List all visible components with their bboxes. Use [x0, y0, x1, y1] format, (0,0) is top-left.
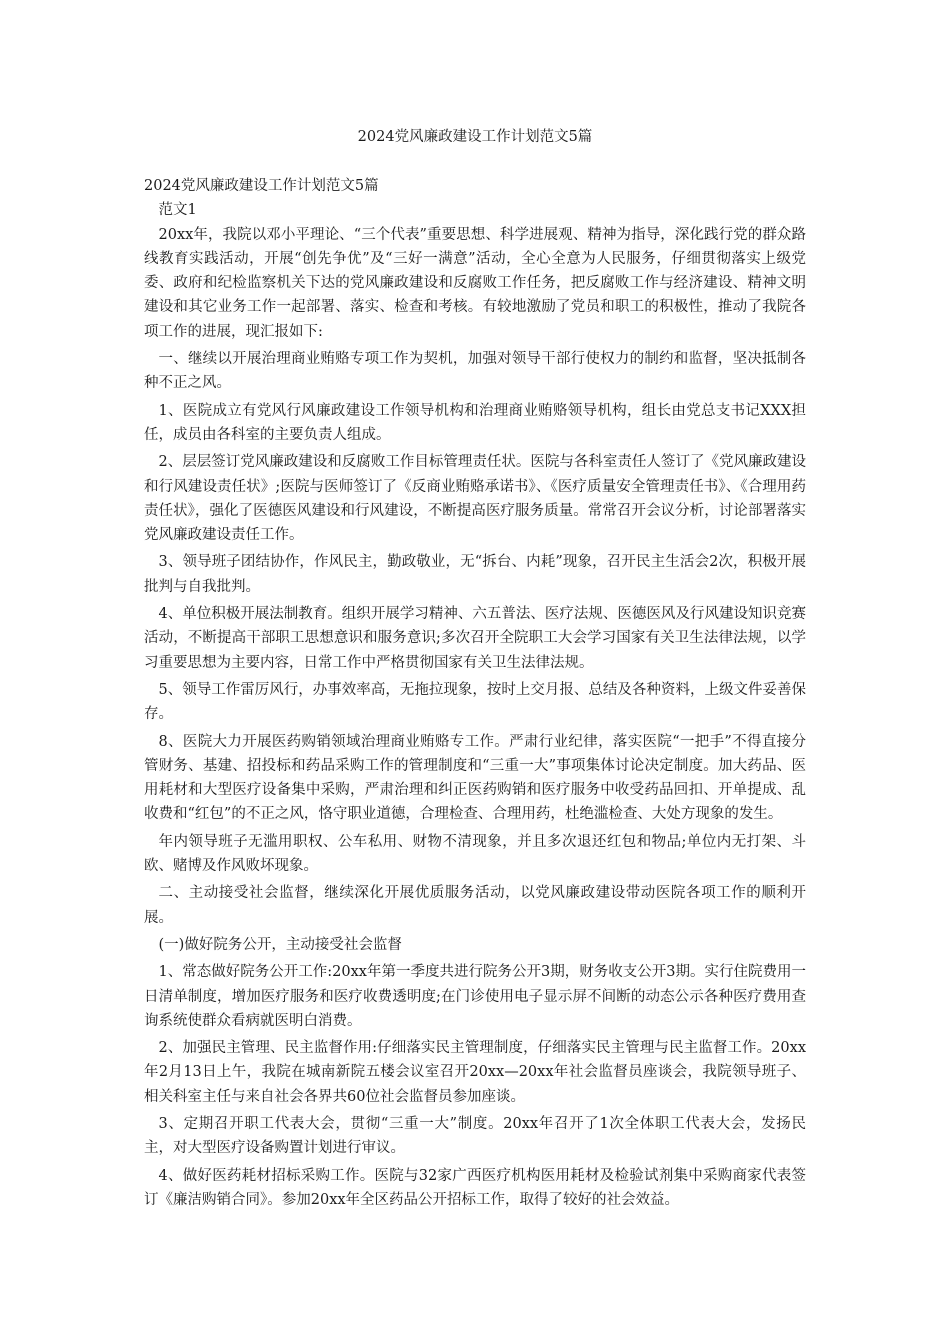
document-body — [144, 174, 806, 1212]
paragraph: 4、做好医药耗材招标采购工作。医院与32家广西医疗机构医用耗材及检验试剂集中采购商家代表签订《廉洁购销合同》。参加20xx年全区药品公开招标工作，取得了较好的社会效益。 — [144, 1167, 806, 1208]
paragraph: 年内领导班子无滥用职权、公车私用、财物不清现象，并且多次退还红包和物品;单位内无打架、斗欧、赌博及作风败坏现象。 — [144, 833, 806, 875]
paragraph: 二、主动接受社会监督，继续深化开展优质服务活动，以党风廉政建设带动医院各项工作的顺利开展。 — [144, 885, 806, 926]
paragraph: 3、定期召开职工代表大会，贯彻“三重一大”制度。20xx年召开了1次全体职工代表大会，发扬民主，对大型医疗设备购置计划进行审议。 — [144, 1115, 806, 1157]
document-title: 2024党风廉政建设工作计划范文5篇 — [357, 129, 593, 145]
paragraph: 5、领导工作雷厉风行，办事效率高，无拖拉现象，按时上交月报、总结及各种资料，上级文件妥善保存。 — [144, 681, 806, 723]
paragraph: 8、医院大力开展医药购销领域治理商业贿赂专工作。严肃行业纪律，落实医院“一把手”不得直接分管财务、基建、招投标和药品采购工作的管理制度和“三重一大”事项集体讨论决定制度。加大药品、医用耗材和大型医疗设备集中采购，严肃治理和纠正医药购销和医疗服务中收受药品回扣、开单提成、乱收费和“红包”的不正之风，恪守职业道德，合理检查、合理用药，杜绝滥检查、大处方现象的发生。 — [144, 733, 806, 823]
paragraph: 4、单位积极开展法制教育。组织开展学习精神、六五普法、医疗法规、医德医风及行风建设知识竞赛活动，不断提高干部职工思想意识和服务意识;多次召开全院职工大会学习国家有关卫生法律法规，以学习重要思想为主要内容，日常工作中严格贯彻国家有关卫生法律法规。 — [144, 606, 806, 671]
paragraph: 2、层层签订党风廉政建设和反腐败工作目标管理责任状。医院与各科室责任人签订了《党风廉政建设和行风建设责任状》;医院与医师签订了《反商业贿赂承诺书》、《医疗质量安全管理责任书》、《合理用药责任状》，强化了医德医风建设和行风建设，不断提高医疗服务质量。常常召开会议分析，讨论部署落实党风廉政建设责任工作。 — [144, 454, 806, 544]
paragraph: 2、加强民主管理、民主监督作用:仔细落实民主管理制度，仔细落实民主管理与民主监督工作。20xx年2月13日上午，我院在城南新院五楼会议室召开20xx—20xx年社会监督员座谈会，我院领导班子、相关科室主任与来自社会各界共60位社会监督员参加座谈。 — [144, 1040, 806, 1105]
body-heading: 2024党风廉政建设工作计划范文5篇 — [144, 178, 379, 194]
paragraph: 1、医院成立有党风行风廉政建设工作领导机构和治理商业贿赂领导机构，组长由党总支书记XXX担任，成员由各科室的主要负责人组成。 — [144, 402, 806, 443]
body-subheading: 范文1 — [158, 202, 197, 219]
paragraph: 20xx年，我院以邓小平理论、“三个代表”重要思想、科学进展观、精神为指导，深化践行党的群众路线教育实践活动，开展“创先争优”及“三好一满意”活动，全心全意为人民服务，仔细贯彻落实上级党委、政府和纪检监察机关下达的党风廉政建设和反腐败工作任务，把反腐败工作与经济建设、精神文明建设和其它业务工作一起部署、落实、检查和考核。有较地激励了党员和职工的积极性，推动了我院各项工作的进展，现汇报如下: — [144, 226, 806, 340]
paragraph: (一)做好院务公开，主动接受社会监督 — [158, 936, 402, 953]
paragraph: 3、领导班子团结协作，作风民主，勤政敬业，无“拆台、内耗”现象，召开民主生活会2次，积极开展批判与自我批判。 — [144, 554, 806, 595]
paragraph: 一、继续以开展治理商业贿赂专项工作为契机，加强对领导干部行使权力的制约和监督，坚决抵制各种不正之风。 — [144, 351, 806, 392]
paragraph: 1、常态做好院务公开工作:20xx年第一季度共进行院务公开3期，财务收支公开3期。实行住院费用一日清单制度，增加医疗服务和医疗收费透明度;在门诊使用电子显示屏不间断的动态公示各种医疗费用查询系统使群众看病就医明白消费。 — [144, 964, 806, 1029]
